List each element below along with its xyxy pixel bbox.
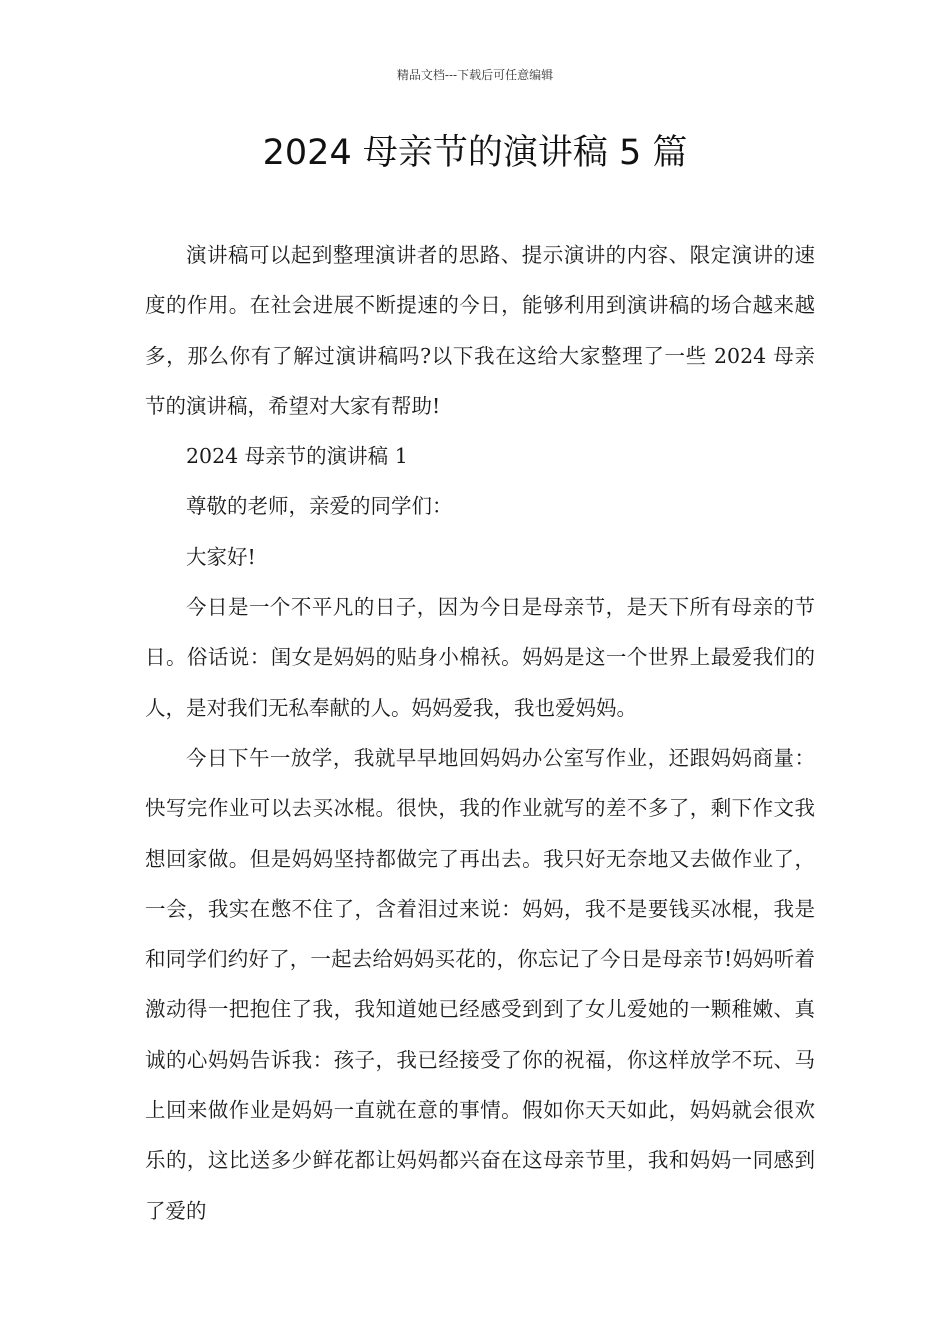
greeting: 大家好! (186, 544, 256, 569)
document-body (145, 230, 815, 1236)
header-note: 精品文档---下载后可任意编辑 (396, 68, 554, 82)
salutation: 尊敬的老师，亲爱的同学们： (186, 494, 453, 519)
document-title: 2024 母亲节的演讲稿 5 篇 (262, 133, 688, 173)
section-heading: 2024 母亲节的演讲稿 1 (186, 444, 408, 469)
intro-paragraph: 演讲稿可以起到整理演讲者的思路、提示演讲的内容、限定演讲的速度的作用。在社会进展不断提速的今日，能够利用到演讲稿的场合越来越多，那么你有了解过演讲稿吗?以下我在这给大家整理了一些 2024 母亲节的演讲稿，希望对大家有帮助! (145, 243, 815, 418)
body-paragraph: 今日下午一放学，我就早早地回妈妈办公室写作业，还跟妈妈商量：快写完作业可以去买冰棍。很快，我的作业就写的差不多了，剩下作文我想回家做。但是妈妈坚持都做完了再出去。我只好无奈地又去做作业了，一会，我实在憋不住了，含着泪过来说：妈妈，我不是要钱买冰棍，我是和同学们约好了，一起去给妈妈买花的，你忘记了今日是母亲节!妈妈听着激动得一把抱住了我，我知道她已经感受到到了女儿爱她的一颗稚嫩、真诚的心妈妈告诉我：孩子，我已经接受了你的祝福，你这样放学不玩、马上回来做作业是妈妈一直就在意的事情。假如你天天如此，妈妈就会很欢乐的，这比送多少鲜花都让妈妈都兴奋在这母亲节里，我和妈妈一同感到了爱的 (145, 745, 815, 1223)
body-paragraph: 今日是一个不平凡的日子，因为今日是母亲节，是天下所有母亲的节日。俗话说：闺女是妈妈的贴身小棉袄。妈妈是这一个世界上最爱我们的人，是对我们无私奉献的人。妈妈爱我，我也爱妈妈。 (145, 595, 815, 720)
